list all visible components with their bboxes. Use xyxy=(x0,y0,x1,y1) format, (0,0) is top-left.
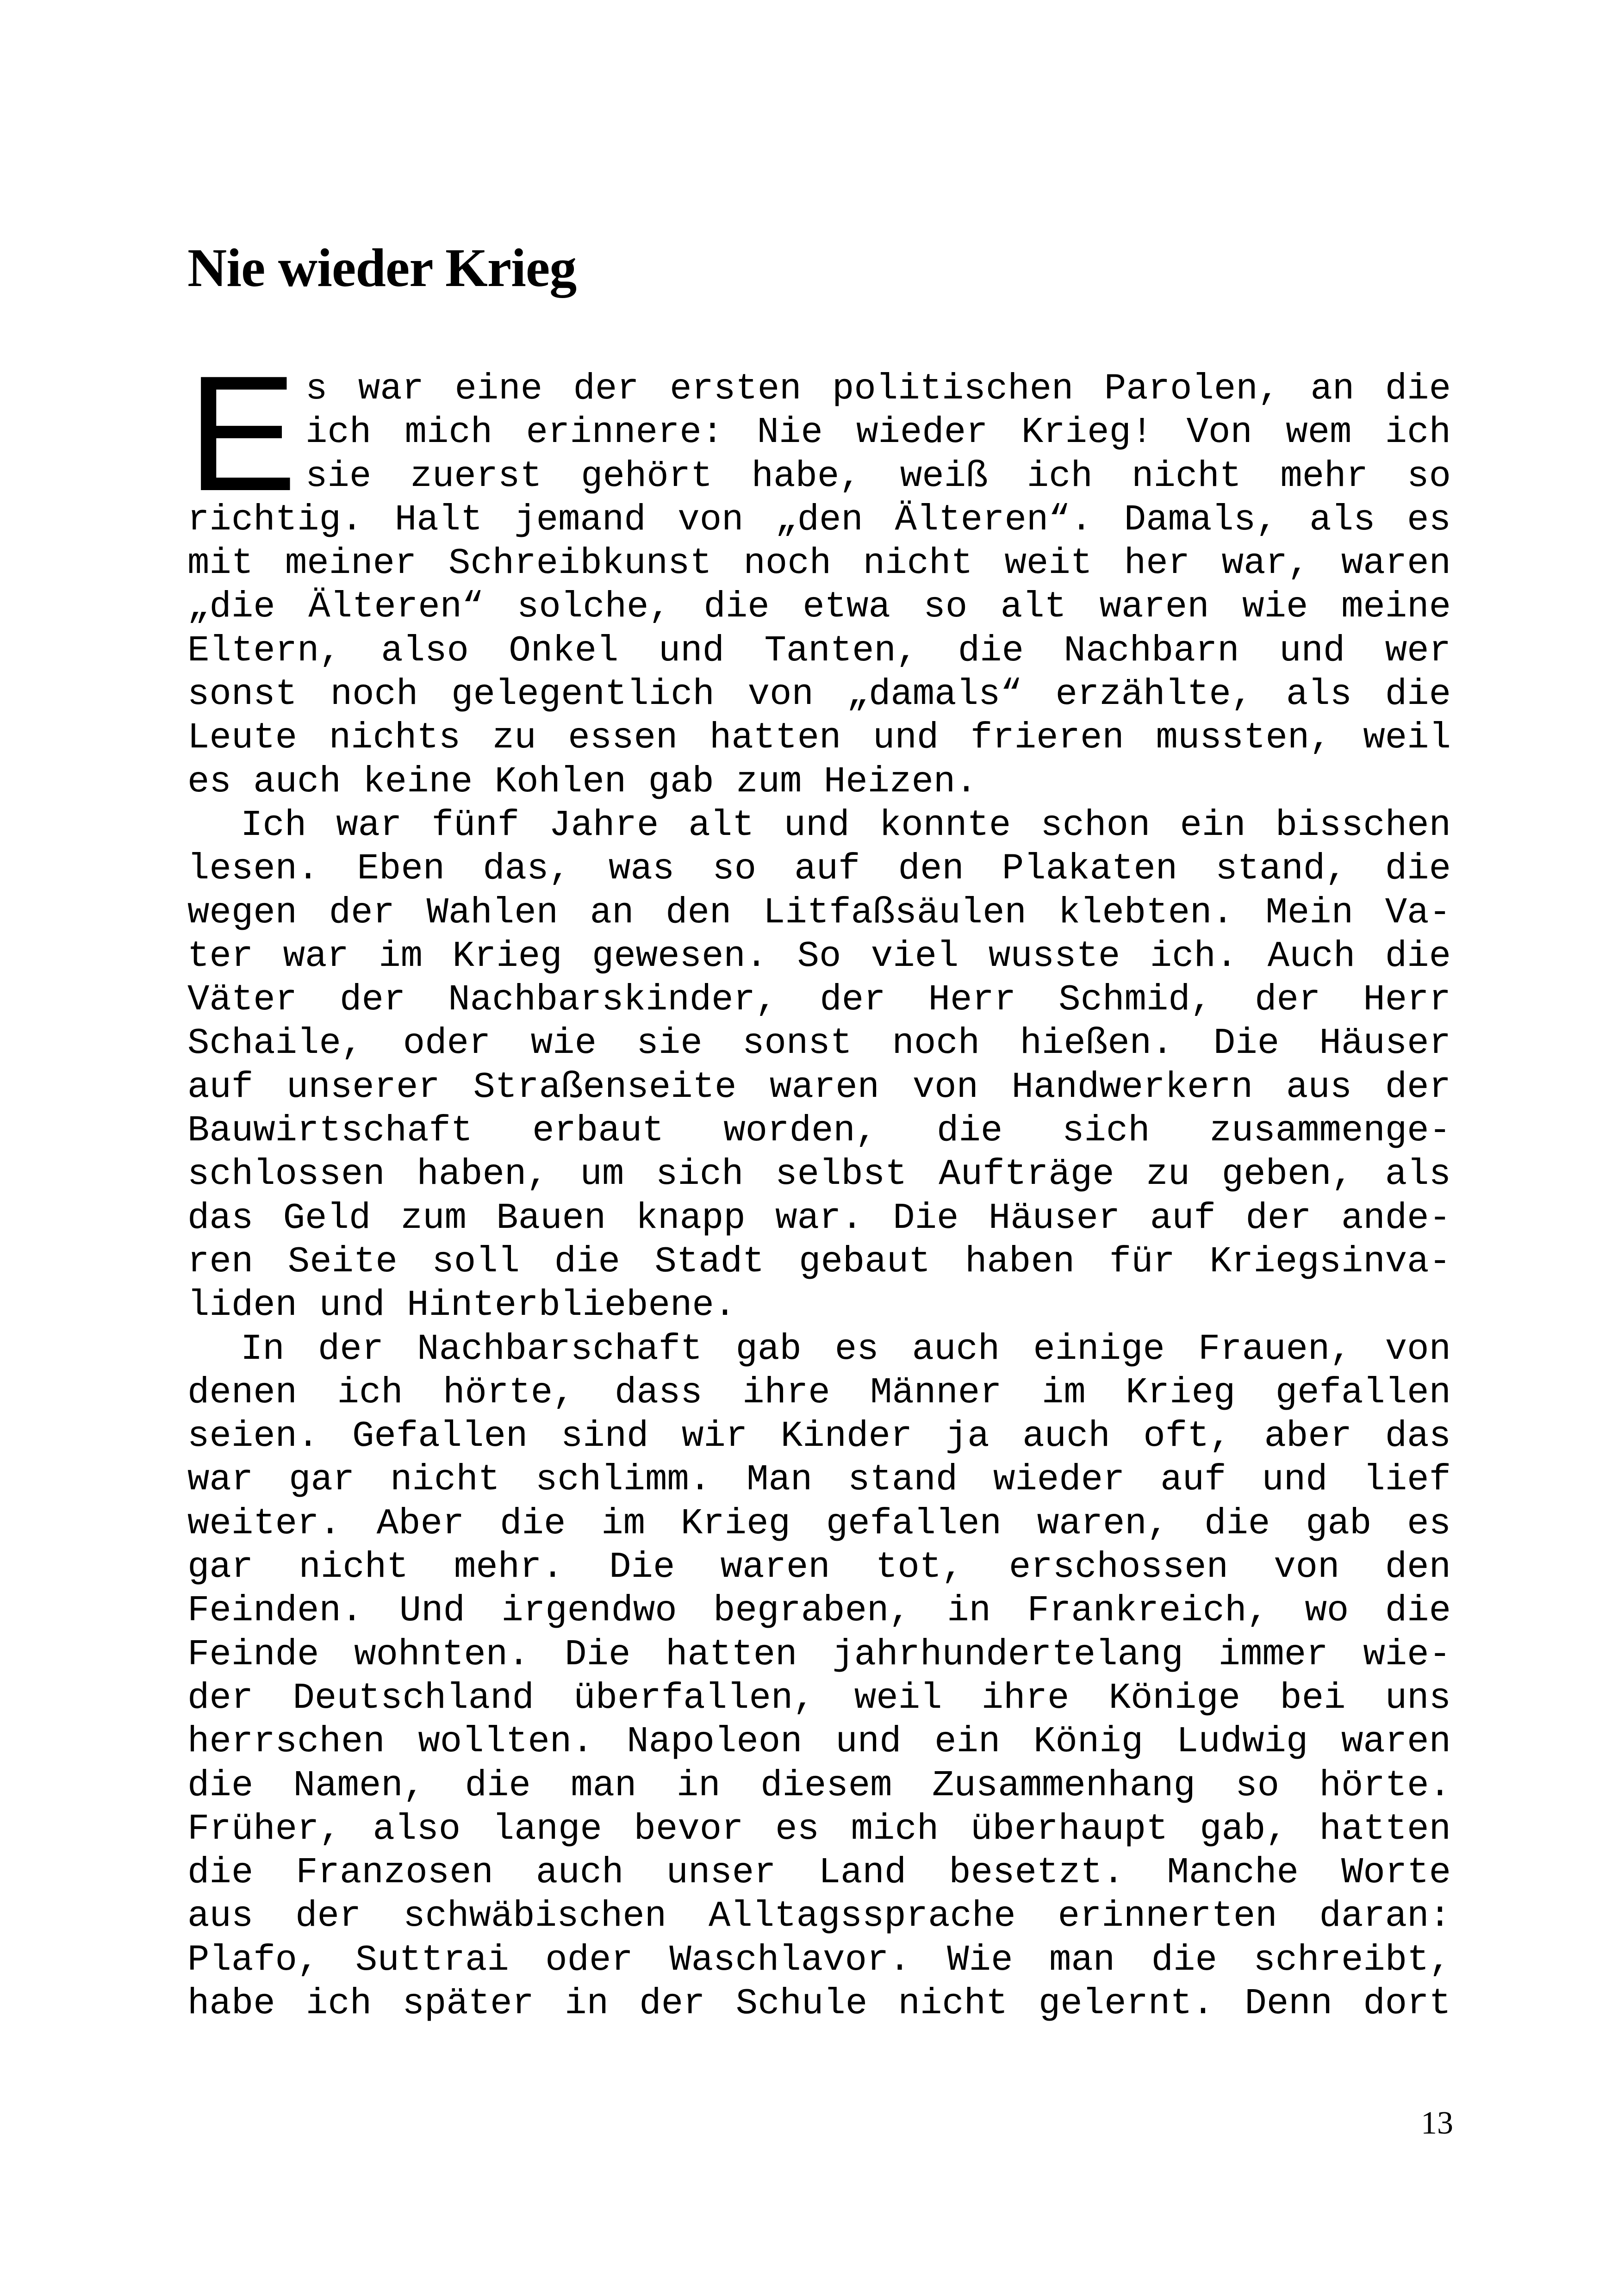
paragraph xyxy=(187,803,1451,1327)
text-line: lesen. Eben das, was so auf den Plakaten stand, die xyxy=(187,848,1451,890)
text-line: Eltern, also Onkel und Tanten, die Nachbarn und wer xyxy=(187,629,1451,672)
text-line: Ich war fünf Jahre alt und konnte schon ein bisschen xyxy=(241,804,1451,846)
page-number: 13 xyxy=(1421,2105,1453,2141)
text-line: mit meiner Schreibkunst noch nicht weit her war, waren xyxy=(187,542,1451,585)
text-line: Feinde wohnten. Die hatten jahrhundertelang immer wie- xyxy=(187,1633,1451,1675)
text-line: Leute nichts zu essen hatten und frieren mussten, weil xyxy=(187,717,1451,759)
text-line: seien. Gefallen sind wir Kinder ja auch oft, aber das xyxy=(187,1415,1451,1457)
text-line: Bauwirtschaft erbaut worden, die sich zusammenge- xyxy=(187,1110,1451,1152)
paragraph xyxy=(187,342,1451,803)
text-line: herrschen wollten. Napoleon und ein König Ludwig waren xyxy=(187,1721,1451,1763)
text-line: die Namen, die man in diesem Zusammenhang so hörte. xyxy=(187,1764,1451,1806)
text-line: ter war im Krieg gewesen. So viel wusste ich. Auch die xyxy=(187,935,1451,977)
text-line: das Geld zum Bauen knapp war. Die Häuser auf der ande- xyxy=(187,1197,1451,1239)
text-line: aus der schwäbischen Alltagssprache erinnerten daran: xyxy=(187,1895,1451,1937)
text-line: sie zuerst gehört habe, weiß ich nicht mehr so xyxy=(305,455,1451,497)
text-line: Feinden. Und irgendwo begraben, in Frankreich, wo die xyxy=(187,1590,1451,1632)
text-line: wegen der Wahlen an den Litfaßsäulen klebten. Mein Va- xyxy=(187,891,1451,933)
text-line: weiter. Aber die im Krieg gefallen waren, die gab es xyxy=(187,1502,1451,1544)
text-line: die Franzosen auch unser Land besetzt. Manche Worte xyxy=(187,1852,1451,1894)
page-title: Nie wieder Krieg xyxy=(187,237,577,298)
text-line: schlossen haben, um sich selbst Aufträge zu geben, als xyxy=(187,1153,1451,1195)
text-line: „die Älteren“ solche, die etwa so alt waren wie meine xyxy=(187,586,1451,628)
text-line: Plafo, Suttrai oder Waschlavor. Wie man die schreibt, xyxy=(187,1939,1451,1981)
text-line: ich mich erinnere: Nie wieder Krieg! Von wem ich xyxy=(305,411,1451,454)
text-line: gar nicht mehr. Die waren tot, erschossen von den xyxy=(187,1546,1451,1588)
text-line: liden und Hinterbliebene. xyxy=(187,1284,736,1326)
paragraph xyxy=(187,1327,1451,2026)
text-line: habe ich später in der Schule nicht gelernt. Denn dort xyxy=(187,1982,1451,2024)
text-line: richtig. Halt jemand von „den Älteren“. Damals, als es xyxy=(187,498,1451,541)
text-line: ren Seite soll die Stadt gebaut haben für Kriegsinva- xyxy=(187,1240,1451,1282)
drop-cap: E xyxy=(187,342,297,525)
text-line: Schaile, oder wie sie sonst noch hießen. Die Häuser xyxy=(187,1022,1451,1064)
text-line: war gar nicht schlimm. Man stand wieder auf und lief xyxy=(187,1459,1451,1501)
text-line: denen ich hörte, dass ihre Männer im Krieg gefallen xyxy=(187,1371,1451,1413)
text-line: der Deutschland überfallen, weil ihre Könige bei uns xyxy=(187,1677,1451,1719)
text-line: es auch keine Kohlen gab zum Heizen. xyxy=(187,760,977,803)
text-line: In der Nachbarschaft gab es auch einige Frauen, von xyxy=(241,1328,1451,1370)
text-line: auf unserer Straßenseite waren von Handwerkern aus der xyxy=(187,1066,1451,1108)
body-text xyxy=(187,342,1451,2025)
text-line: Väter der Nachbarskinder, der Herr Schmid, der Herr xyxy=(187,979,1451,1021)
text-line: s war eine der ersten politischen Parolen, an die xyxy=(305,368,1451,410)
text-line: sonst noch gelegentlich von „damals“ erzählte, als die xyxy=(187,673,1451,716)
text-line: Früher, also lange bevor es mich überhaupt gab, hatten xyxy=(187,1808,1451,1850)
